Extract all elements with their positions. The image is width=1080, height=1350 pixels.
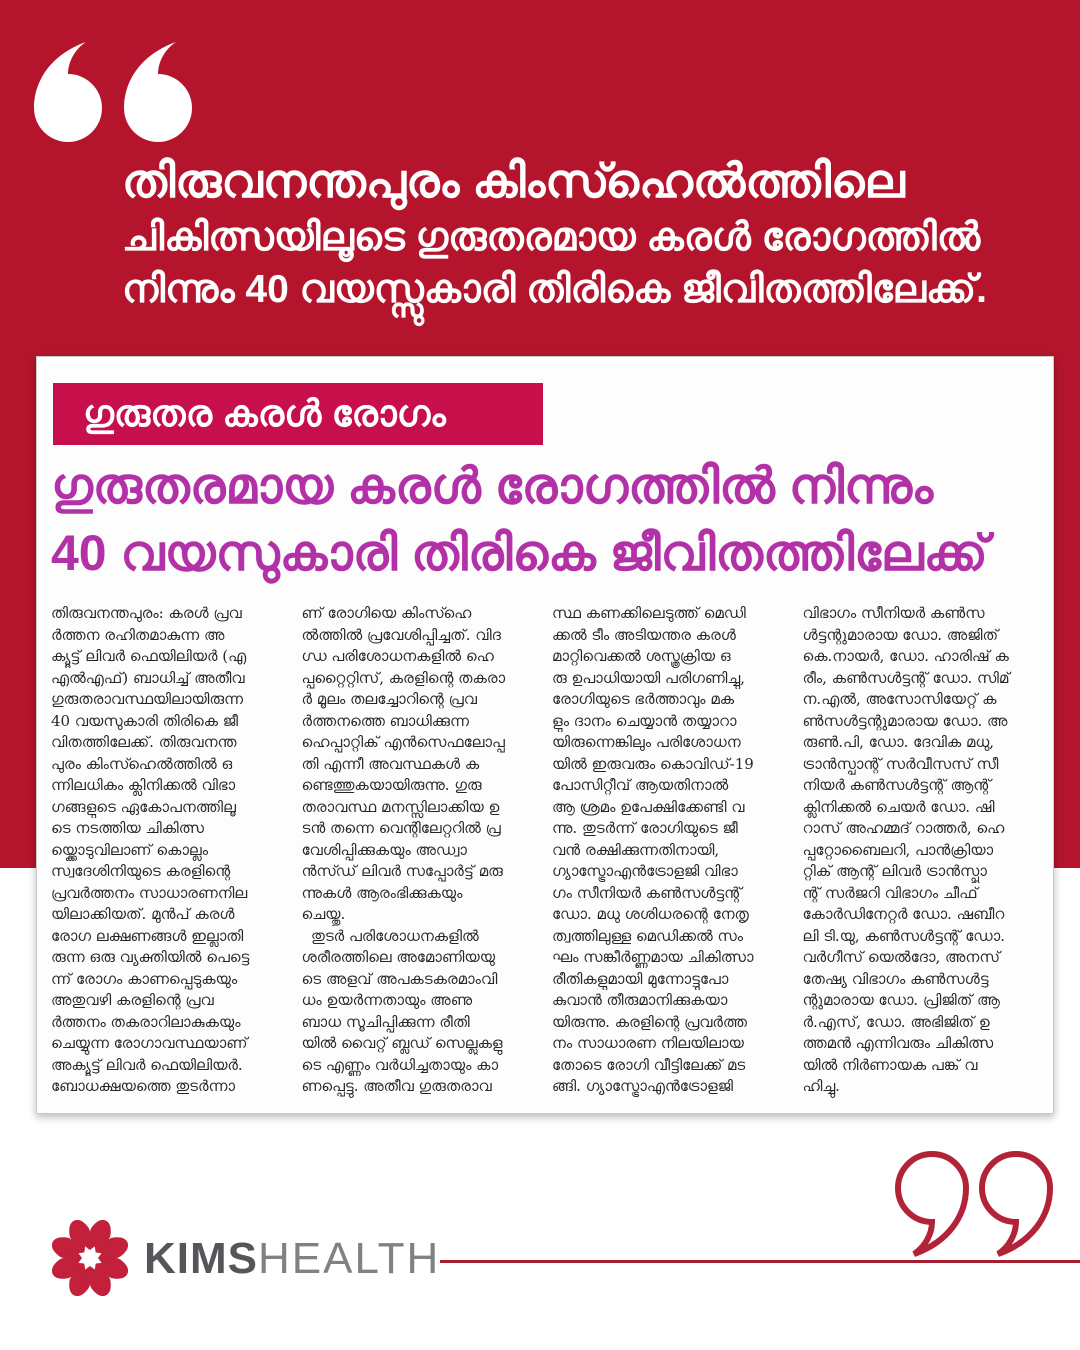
- article-line: ഗുരുതരാവസ്ഥയിലായിരുന്ന: [51, 690, 244, 708]
- article-line: ളും ദാനം ചെയ്യാൻ തയ്യാറാ: [552, 711, 737, 730]
- article-line: മാറ്റിവെക്കൽ ശസ്ത്രക്രിയ ഒ: [552, 647, 731, 665]
- article-line: പ്പറ്റോബൈലറി, പാൻക്രിയാ: [802, 840, 994, 859]
- article-line: വേശിപ്പിക്കുകയും അഡ്വാ: [301, 840, 467, 859]
- article-line: ഗ്ധ പരിശോധനകളിൽ ഹെ: [301, 647, 494, 665]
- article-line: ഗങ്ങളുടെ ഏകോപനത്തിലൂ: [51, 797, 236, 816]
- banner-line-3: നിന്നും 40 വയസ്സുകാരി തിരികെ ജീവിതത്തിലേക്ക്.: [122, 268, 987, 311]
- article-line: തോടെ രോഗി വീട്ടിലേക്ക് മട: [552, 1055, 746, 1074]
- article-line: ന്നു. തുടർന്ന് രോഗിയുടെ ജീ: [552, 819, 738, 837]
- article-line: കോർഡിനേറ്റർ ഡോ. ഷബീറ: [802, 905, 1005, 923]
- article-line: തരാവസ്ഥ മനസ്സിലാക്കിയ ഉ: [301, 797, 500, 816]
- article-line: നം സാധാരണ നിലയിലായ: [552, 1034, 744, 1052]
- article-column: [51, 603, 288, 1101]
- article-line: ടെ എണ്ണം വർധിച്ചതായും കാ: [301, 1055, 499, 1074]
- article-line: രീതികളുമായി മുന്നോട്ടുപോ: [552, 969, 729, 988]
- article-line: പുരം കിംസ്ഹെൽത്തിൽ ഒ: [51, 754, 233, 773]
- article-line: ർത്തനം തകരാറിലാകുകയും: [51, 1012, 241, 1031]
- article-line: വിഭാഗം സീനിയർ കൺസ: [802, 604, 985, 622]
- kims-logo-flower-icon: [52, 1218, 128, 1298]
- article-line: ന്നുകൾ ആരംഭിക്കുകയും: [301, 883, 463, 902]
- article-line: റാസ് അഹമ്മദ് റാത്തർ, ഹെ: [802, 819, 1005, 837]
- article-line: രോഗിയുടെ ഭർത്താവും മക: [552, 690, 735, 708]
- footer-divider-rule: [440, 1260, 1080, 1263]
- article-line: രു ഉപാധിയായി പരിഗണിച്ചു,: [552, 668, 745, 687]
- article-line: ൽത്തിൽ പ്രവേശിപ്പിച്ചത്. വിദ: [301, 625, 501, 644]
- article-line: ഘം സങ്കീർണ്ണമായ ചികിത്സാ: [552, 948, 754, 966]
- article-line: ടെ അളവ് അപകടകരമാംവി: [301, 969, 498, 988]
- article-line: പ്പറ്റൈറ്റിസ്, കരളിന്റെ തകരാ: [301, 668, 506, 687]
- brand-kims: KIMS: [144, 1234, 258, 1283]
- article-line: ന.എൽ, അസോസിയേറ്റ് ക: [802, 690, 997, 708]
- article-line: വിതത്തിലേക്ക്. തിരുവനന്ത: [51, 733, 237, 751]
- article-line: ടൻ തന്നെ വെന്റിലേറ്ററിൽ പ്ര: [301, 819, 501, 837]
- article-line: ബോധക്ഷയത്തെ തുടർന്നാ: [51, 1077, 236, 1095]
- article-line: ക്ലിനിക്കൽ ചെയർ ഡോ. ഷി: [802, 797, 995, 816]
- article-line: രീം, കൺസൾട്ടന്റ് ഡോ. സിമ്: [802, 668, 1010, 687]
- article-line: 40 വയസുകാരി തിരികെ ജീ: [51, 711, 239, 730]
- article-line: ആ ശ്രമം ഉപേക്ഷിക്കേണ്ടി വ: [552, 797, 745, 816]
- article-line: ത്തമൻ എന്നിവരും ചികിത്സ: [802, 1034, 994, 1052]
- banner-line-1: തിരുവനന്തപുരം കിംസ്ഹെൽത്തിലെ: [122, 154, 905, 207]
- article-columns: [51, 603, 1039, 1101]
- article-line: യിലാക്കിയത്. മുൻപ് കരൾ: [51, 905, 235, 923]
- article-line: വർഗീസ് യെൽദോ, അനസ്: [802, 948, 1000, 966]
- banner-headline: [122, 150, 987, 316]
- article-line: എൽഎഫ്) ബാധിച്ച് അതീവ: [51, 668, 245, 687]
- article-line: യിൽ ഇരുവരും കൊവിഡ്-19: [552, 754, 754, 773]
- banner-line-2: ചികിത്സയിലൂടെ ഗുരുതരമായ കരൾ രോഗത്തിൽ: [122, 216, 981, 259]
- article-line: ർത്തനത്തെ ബാധിക്കുന്ന: [301, 711, 469, 730]
- article-line: അതുവഴി കരളിന്റെ പ്രവ: [51, 991, 214, 1009]
- article-line: അക്യൂട്ട് ലിവർ ഫെയിലിയർ.: [51, 1055, 243, 1074]
- clipping-headline: [51, 453, 1041, 587]
- article-line: ഹിച്ചു.: [802, 1077, 840, 1095]
- article-line: ചെയ്യുന്ന രോഗാവസ്ഥയാണ്: [51, 1034, 248, 1052]
- article-line: ബാധ സൂചിപ്പിക്കുന്ന രീതി: [301, 1012, 470, 1031]
- newspaper-clipping: [36, 356, 1054, 1114]
- article-line: തേഷ്യ വിഭാഗം കൺസൾട്ട: [802, 969, 989, 988]
- article-line: രുൺ.പി, ഡോ. ദേവിക മധു,: [802, 733, 995, 751]
- article-line: ർ മൂലം തലച്ചോറിന്റെ പ്രവ: [301, 690, 477, 708]
- kicker-label: ഗുരുതര കരൾ രോഗം: [53, 383, 543, 445]
- article-line: ധം ഉയർന്നതായും അണു: [301, 991, 473, 1009]
- article-line: ലി ടി.യു, കൺസൾട്ടന്റ് ഡോ.: [802, 926, 1005, 945]
- article-line: ശരീരത്തിലെ അമോണിയയു: [301, 948, 496, 966]
- article-line: ക്കൽ ടീം അടിയന്തര കരൾ: [552, 625, 736, 644]
- article-line: രുന്ന ഒരു വ്യക്തിയിൽ പെട്ടെ: [51, 948, 250, 966]
- article-line: ങ്ങി. ഗ്യാസ്ട്രോഎൻട്രോളജി: [552, 1077, 733, 1095]
- article-line: തി എന്നീ അവസ്ഥകൾ ക: [301, 754, 480, 773]
- article-line: ത്വത്തിലുള്ള മെഡിക്കൽ സം: [552, 926, 743, 945]
- article-line: ർ.എസ്, ഡോ. അഭിജിത് ഉ: [802, 1012, 990, 1031]
- article-line: റ്റിക് ആന്റ് ലിവർ ട്രാൻസ്പ്ലാ: [802, 862, 987, 880]
- article-line: ക്യൂട്ട് ലിവർ ഫെയിലിയർ (എ: [51, 647, 247, 665]
- article-line: ട്രാൻസ്പ്ലാന്റ് സർവീസസ് സീ: [802, 754, 999, 773]
- article-line: സ്വദേശിനിയുടെ കരളിന്റെ: [51, 862, 231, 880]
- article-line: ഗം സീനിയർ കൺസൾട്ടന്റ്: [552, 883, 742, 902]
- article-column: [552, 603, 789, 1101]
- article-line: ഹെപ്പാറ്റിക് എൻസെഫലോപ്പ: [301, 733, 505, 751]
- article-line: ർത്തന രഹിതമാകുന്ന അ: [51, 625, 225, 644]
- article-line: പ്രവർത്തനം സാധാരണനില: [51, 883, 248, 902]
- clipping-headline-line-2: 40 വയസുകാരി തിരികെ ജീവിതത്തിലേക്ക്: [51, 525, 988, 581]
- article-line: ൻസ്ഡ് ലിവർ സപ്പോർട്ട് മരു: [301, 862, 503, 880]
- article-line: ൾട്ടന്റുമാരായ ഡോ. അജിത്: [802, 625, 999, 644]
- article-line: ന്ന് രോഗം കാണപ്പെടുകയും: [51, 969, 238, 988]
- article-line: വൻ രക്ഷിക്കുന്നതിനായി,: [552, 840, 720, 859]
- brand-health: HEALTH: [258, 1234, 441, 1283]
- article-line: സ്ഥ കണക്കിലെടുത്ത് മെഡി: [552, 604, 746, 622]
- article-line: യിൽ നിർണായക പങ്ക് വ: [802, 1055, 978, 1074]
- article-line: ചെയ്തു.: [301, 905, 346, 923]
- article-line: ന്റുമാരായ ഡോ. പ്രിജിത് ആ: [802, 991, 1000, 1009]
- article-line: നിയർ കൺസൾട്ടന്റ് ആന്റ്: [802, 776, 991, 794]
- article-line: യിൽ വൈറ്റ് ബ്ലഡ് സെല്ലുകളു: [301, 1034, 503, 1052]
- brand-wordmark: [144, 1234, 440, 1284]
- article-line: പോസിറ്റീവ് ആയതിനാൽ: [552, 776, 729, 794]
- article-line: തിരുവനന്തപുരം: കരൾ പ്രവ: [51, 604, 242, 622]
- article-column: [803, 603, 1040, 1101]
- article-line: യ്ക്കൊടുവിലാണ് കൊല്ലം: [51, 840, 209, 859]
- clipping-headline-line-1: ഗുരുതരമായ കരൾ രോഗത്തിൽ നിന്നും: [51, 458, 934, 514]
- article-line: ണപ്പെട്ടു. അതീവ ഗുരുതരാവ: [301, 1077, 492, 1095]
- article-column: [302, 603, 539, 1101]
- article-line: തുടർ പരിശോധനകളിൽ: [301, 926, 479, 945]
- article-line: ണ് രോഗിയെ കിംസ്ഹെ: [301, 604, 472, 622]
- article-line: ഗ്യാസ്ട്രോഎൻട്രോളജി വിഭാ: [552, 862, 738, 880]
- article-line: യിരുന്നു. കരളിന്റെ പ്രവർത്ത: [552, 1012, 747, 1031]
- article-line: ടെ നടത്തിയ ചികിത്സ: [51, 819, 204, 837]
- article-line: ന്നിലധികം ക്ലിനിക്കൽ വിഭാ: [51, 776, 236, 794]
- article-line: രോഗ ലക്ഷണങ്ങൾ ഇല്ലാതി: [51, 926, 244, 945]
- article-line: ണ്ടെത്തുകയായിരുന്നു. ഗുരു: [301, 776, 482, 794]
- article-line: ഡോ. മധു ശശിധരന്റെ നേതൃ: [552, 905, 749, 923]
- article-line: ൺസൾട്ടന്റുമാരായ ഡോ. അ: [802, 711, 1008, 730]
- article-line: യിരുന്നെങ്കിലും പരിശോധന: [552, 733, 741, 751]
- article-line: ന്റ് സർജറി വിഭാഗം ചീഫ്: [802, 883, 978, 902]
- article-line: കെ.നായർ, ഡോ. ഹാരിഷ് ക: [802, 647, 1009, 665]
- article-line: കുവാൻ തീരുമാനിക്കുകയാ: [552, 991, 728, 1009]
